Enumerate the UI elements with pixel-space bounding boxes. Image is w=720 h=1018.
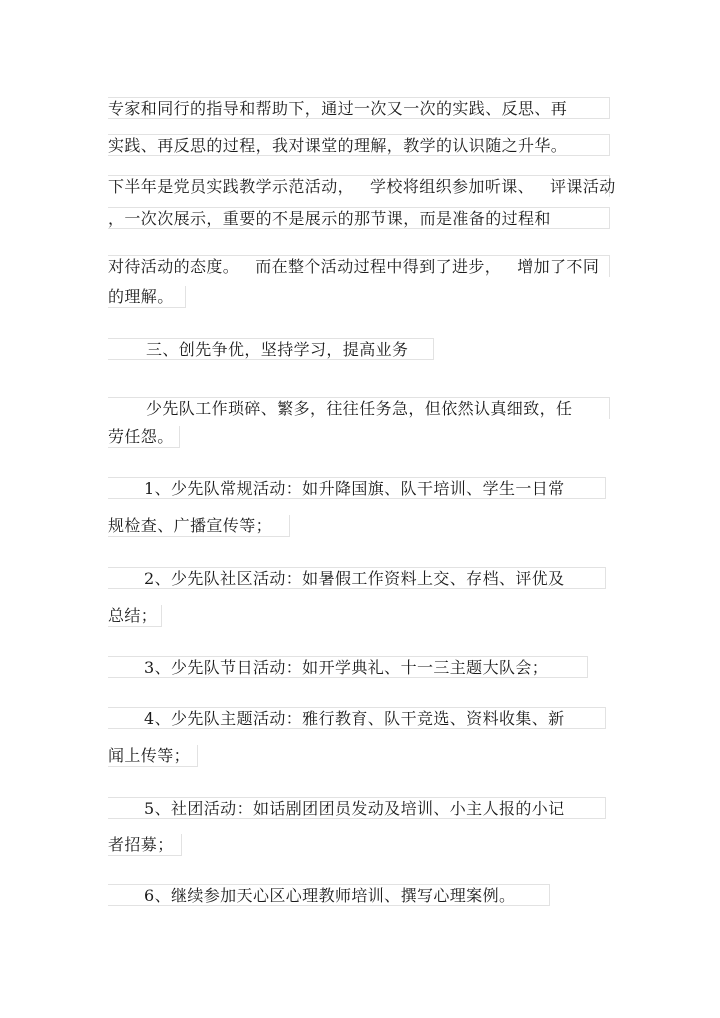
text: 5、社团活动：如话剧团团员发动及培训、小主人报的小记: [144, 799, 565, 818]
list-item-5-line-1: [108, 797, 606, 819]
list-item-6-line-1: [108, 884, 550, 906]
list-item-2-line-2: [108, 605, 162, 627]
text: 的理解。: [108, 287, 174, 306]
text: 评课活动: [550, 177, 616, 196]
list-item-3-line-1: [108, 656, 588, 678]
text: 4、少先队主题活动：雅行教育、队干竞选、资料收集、新: [144, 709, 565, 728]
paragraph-2-line-1: [108, 175, 616, 197]
text: 劳任怨。: [108, 427, 174, 446]
text: 下半年是党员实践教学示范活动，: [108, 177, 355, 196]
text: 增加了不同: [517, 257, 600, 276]
paragraph-2-line-3: [108, 255, 610, 277]
text: 6、继续参加天心区心理教师培训、撰写心理案例。: [144, 886, 516, 905]
text: 实践、再反思的过程，我对课堂的理解，教学的认识随之升华。: [108, 136, 568, 155]
text: 1、少先队常规活动：如升降国旗、队干培训、学生一日常: [144, 479, 565, 498]
text: 规检查、广播宣传等；: [108, 516, 273, 535]
paragraph-3-line-1: [108, 397, 610, 419]
text: 2、少先队社区活动：如暑假工作资料上交、存档、评优及: [144, 569, 565, 588]
heading-text: 三、创先争优，坚持学习，提高业务: [146, 340, 409, 359]
text: 对待活动的态度。: [108, 257, 240, 276]
paragraph-1-line-2: [108, 134, 610, 156]
text: 少先队工作琐碎、繁多，往往任务急，但依然认真细致，任: [146, 399, 573, 418]
list-item-2-line-1: [108, 567, 606, 589]
paragraph-3-line-2: [108, 426, 180, 448]
text: ，一次次展示，重要的不是展示的那节课，而是准备的过程和: [108, 209, 551, 228]
text: 而在整个活动过程中得到了进步，: [255, 257, 502, 276]
text: 闻上传等；: [108, 746, 191, 765]
text: 总结；: [108, 606, 158, 625]
text: 专家和同行的指导和帮助下，通过一次又一次的实践、反思、再: [108, 99, 568, 118]
paragraph-2-line-4: [108, 286, 186, 308]
paragraph-1-line-1: [108, 97, 610, 119]
text: 学校将组织参加听课、: [370, 177, 535, 196]
list-item-1-line-2: [108, 515, 290, 537]
list-item-4-line-1: [108, 707, 606, 729]
list-item-4-line-2: [108, 745, 198, 767]
text: 3、少先队节日活动：如开学典礼、十一三主题大队会；: [144, 658, 549, 677]
text: 者招募；: [108, 835, 174, 854]
list-item-1-line-1: [108, 477, 606, 499]
paragraph-2-line-2: [108, 207, 610, 229]
section-heading: [108, 338, 434, 360]
list-item-5-line-2: [108, 834, 182, 856]
